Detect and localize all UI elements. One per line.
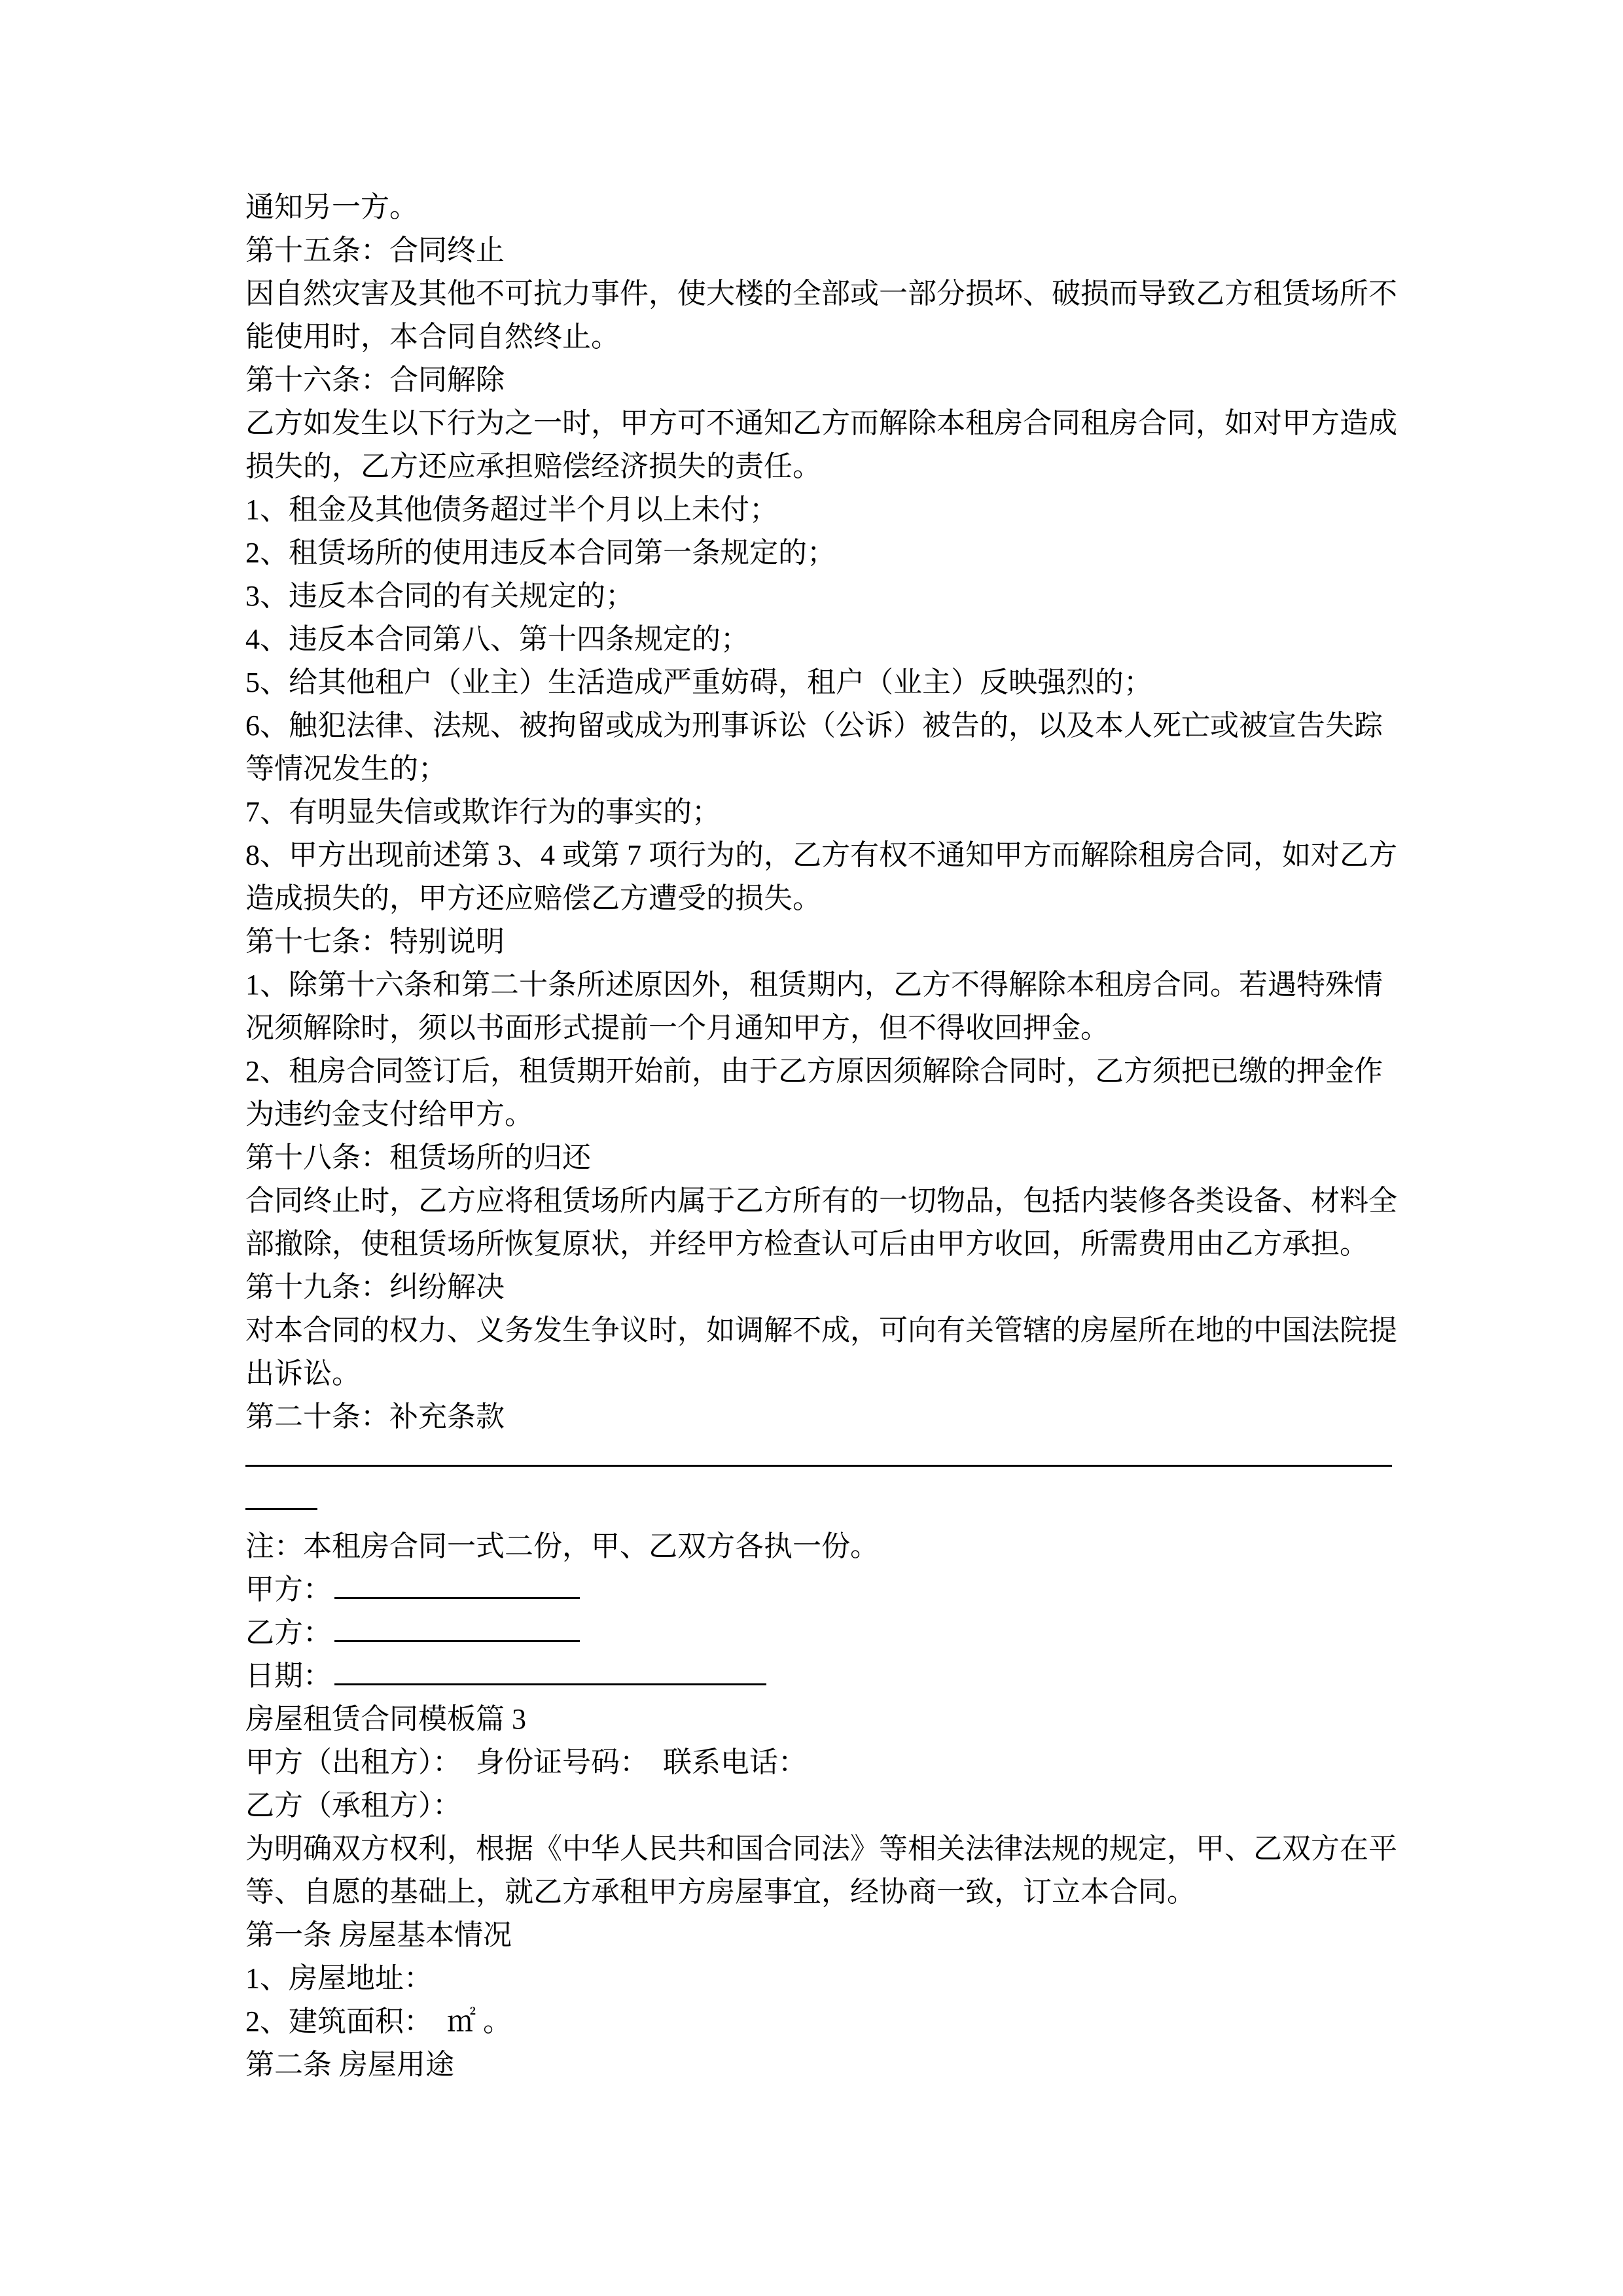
text-line: 第十八条：租赁场所的归还 (245, 1141, 591, 1174)
text-line: 4、违反本合同第八、第十四条规定的； (245, 623, 749, 655)
field-blank-underline (334, 1679, 766, 1685)
short-rule (245, 1482, 1378, 1525)
text-line: 造成损失的，甲方还应赔偿乙方遭受的损失。 (245, 882, 821, 914)
text-line: 等、自愿的基础上，就乙方承租甲方房屋事宜，经协商一致，订立本合同。 (245, 1876, 1196, 1908)
text-line: 等情况发生的； (245, 753, 447, 785)
text-line: 因自然灾害及其他不可抗力事件，使大楼的全部或一部分损坏、破损而导致乙方租赁场所不 (245, 278, 1397, 310)
signature-field (245, 1568, 1378, 1611)
field-label: 乙方： (245, 1617, 332, 1649)
text-line: 乙方如发生以下行为之一时，甲方可不通知乙方而解除本租房合同租房合同，如对甲方造成 (245, 407, 1397, 439)
text-line: 合同终止时，乙方应将租赁场所内属于乙方所有的一切物品，包括内装修各类设备、材料全 (245, 1185, 1397, 1217)
field-blank-underline (334, 1636, 580, 1642)
text-line: 第二条 房屋用途 (245, 2049, 454, 2081)
text-line: 第二十条：补充条款 (245, 1401, 505, 1433)
rule-mark (245, 1465, 1392, 1467)
field-label: 日期： (245, 1660, 332, 1692)
text-line: 注：本租房合同一式二份，甲、乙双方各执一份。 (245, 1530, 879, 1562)
document-body (245, 186, 1397, 2087)
field-blank-underline (334, 1593, 580, 1599)
signature-field (245, 1611, 1378, 1655)
text-line: 1、房屋地址： (245, 1962, 433, 1994)
text-line: 第十九条：纠纷解决 (245, 1271, 505, 1303)
text-line: 第十七条：特别说明 (245, 925, 505, 958)
text-line: 甲方（出租方）： 身份证号码： 联系电话： (245, 1746, 807, 1778)
text-line: 为违约金支付给甲方。 (245, 1098, 533, 1130)
text-line: 部撤除，使租赁场所恢复原状，并经甲方检查认可后由甲方收回，所需费用由乙方承担。 (245, 1228, 1368, 1260)
text-line: 对本合同的权力、义务发生争议时，如调解不成，可向有关管辖的房屋所在地的中国法院提 (245, 1314, 1397, 1346)
text-line: 1、租金及其他债务超过半个月以上未付； (245, 493, 778, 526)
text-line: 3、违反本合同的有关规定的； (245, 580, 634, 612)
text-line: 8、甲方出现前述第 3、4 或第 7 项行为的，乙方有权不通知甲方而解除租房合同，如对乙方 (245, 839, 1397, 871)
field-label: 甲方： (245, 1573, 332, 1605)
text-line: 能使用时，本合同自然终止。 (245, 321, 620, 353)
text-line: 第一条 房屋基本情况 (245, 1919, 512, 1951)
text-line: 1、除第十六条和第二十条所述原因外，租赁期内，乙方不得解除本租房合同。若遇特殊情 (245, 969, 1383, 1001)
text-line: 2、租赁场所的使用违反本合同第一条规定的； (245, 537, 836, 569)
signature-field (245, 1655, 1378, 1698)
horizontal-rule (245, 1439, 1378, 1482)
text-line: 2、租房合同签订后，租赁期开始前，由于乙方原因须解除合同时，乙方须把已缴的押金作 (245, 1055, 1383, 1087)
text-line: 2、建筑面积： ㎡ 。 (245, 2005, 512, 2037)
text-line: 5、给其他租户（业主）生活造成严重妨碍，租户（业主）反映强烈的； (245, 666, 1152, 698)
text-line: 损失的，乙方还应承担赔偿经济损失的责任。 (245, 450, 821, 482)
text-line: 通知另一方。 (245, 191, 418, 223)
text-line: 为明确双方权利，根据《中华人民共和国合同法》等相关法律法规的规定，甲、乙双方在平 (245, 1833, 1397, 1865)
text-line: 6、触犯法律、法规、被拘留或成为刑事诉讼（公诉）被告的，以及本人死亡或被宣告失踪 (245, 709, 1383, 742)
text-line: 7、有明显失信或欺诈行为的事实的； (245, 796, 721, 828)
text-line: 第十五条：合同终止 (245, 234, 505, 266)
rule-mark (245, 1508, 317, 1510)
text-line: 第十六条：合同解除 (245, 364, 505, 396)
text-line: 房屋租赁合同模板篇 3 (245, 1703, 526, 1735)
text-line: 况须解除时，须以书面形式提前一个月通知甲方，但不得收回押金。 (245, 1012, 1109, 1044)
text-line: 乙方（承租方）： (245, 1789, 461, 1821)
text-line: 出诉讼。 (245, 1357, 361, 1390)
